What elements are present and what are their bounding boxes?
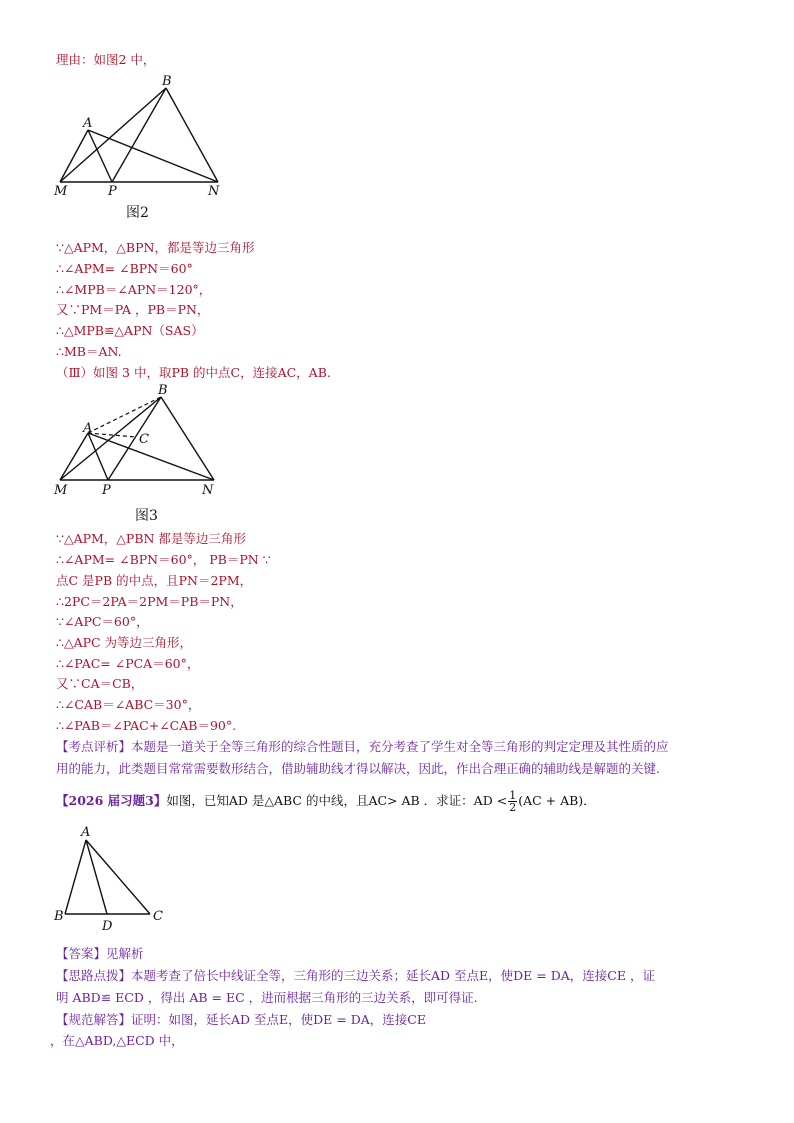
step-line: ∴∠PAC= ∠PCA＝60°， (56, 656, 200, 671)
step-line: ∴∠CAB＝∠ABC＝30°， (56, 697, 201, 712)
fig3-label-n: N (202, 483, 214, 498)
answer-text: 见解析 (106, 946, 144, 961)
step-line: ∴∠APM= ∠BPN＝60° (56, 261, 193, 276)
fig2-label-p: P (108, 184, 117, 199)
fig3-label-b: B (158, 383, 168, 398)
analysis-line-1 (56, 739, 669, 755)
solution-tag: 【规范解答】 (56, 1012, 132, 1027)
fig4-label-a: A (81, 825, 91, 840)
analysis-line-2: 用的能力，此类题目常常需要数形结合，借助辅助线才得以解决，因此，作出合理正确的辅助线是解题的关键. (56, 761, 660, 776)
problem-tag: 【2026 届习题3】 (56, 793, 167, 808)
fig3-caption: 图3 (135, 508, 158, 524)
step-line: ∵∠APC＝60°， (56, 614, 149, 629)
step-line: ∴∠APM= ∠BPN＝60°， PB＝PN ∵ (56, 552, 271, 567)
solution-text: 证明：如图，延长AD 至点E，使DE = DA，连接CE (131, 1012, 426, 1027)
figure-4 (50, 822, 180, 932)
answer-tag: 【答案】 (56, 946, 107, 961)
step-line: ∴MB＝AN. (56, 344, 122, 359)
solution-line-2: ，在△ABD,△ECD 中， (50, 1033, 184, 1048)
figure-2 (50, 74, 230, 224)
hint-line-1 (56, 968, 655, 984)
problem-statement (56, 790, 596, 813)
step-line: ∵△APM，△BPN，都是等边三角形 (56, 240, 255, 255)
fig4-label-c: C (153, 909, 163, 924)
fig3-label-c: C (139, 432, 149, 447)
step-line: ∵△APM，△PBN 都是等边三角形 (56, 531, 246, 546)
step-line: ∴∠PAB＝∠PAC+∠CAB＝90°. (56, 718, 237, 733)
hint-tag: 【思路点拨】 (56, 968, 132, 983)
fig3-label-m: M (54, 483, 68, 498)
fig3-label-p: P (102, 483, 111, 498)
step-line: 又∵PM＝PA ，PB＝PN， (56, 302, 210, 317)
fraction-half: $\frac{1}{2}$ (509, 789, 517, 814)
step-line: ∴△MPB≌△APN（SAS） (56, 323, 204, 338)
fig2-label-a: A (83, 116, 93, 131)
problem-tail: (AC + AB)． (518, 793, 596, 808)
step-line: 又∵CA＝CB， (56, 676, 144, 691)
fig4-label-b: B (54, 909, 64, 924)
step-line: ∴2PC＝2PA＝2PM＝PB＝PN， (56, 594, 243, 609)
solution-line-1 (56, 1012, 426, 1028)
fig4-label-d: D (102, 919, 113, 932)
part-3-heading: （Ⅲ）如图 3 中，取PB 的中点C，连接AC，AB. (56, 365, 331, 380)
fig3-label-a: A (83, 421, 93, 436)
step-line: ∴∠MPB＝∠APN＝120°， (56, 282, 212, 297)
step-line: 点C 是PB 的中点，且PN＝2PM， (56, 573, 253, 588)
fig2-caption: 图2 (126, 205, 149, 221)
analysis-text: 本题是一道关于全等三角形的综合性题目，充分考查了学生对全等三角形的判定定理及其性质的应 (131, 739, 669, 754)
step-line: ∴△APC 为等边三角形， (56, 635, 193, 650)
problem-text: 如图，已知AD 是△ABC 的中线，且AC> AB ．求证：AD < (166, 793, 508, 808)
reason-line: 理由：如图2 中， (56, 52, 156, 67)
analysis-tag: 【考点评析】 (56, 739, 132, 754)
fig2-label-b: B (162, 74, 172, 89)
figure-3 (50, 380, 230, 525)
hint-line-2: 明 ABD≌ ECD ，得出 AB = EC ，进而根据三角形的三边关系，即可得证. (56, 990, 478, 1005)
answer-line (56, 946, 144, 962)
fig2-label-n: N (208, 184, 220, 199)
hint-text: 本题考查了倍长中线证全等，三角形的三边关系；延长AD 至点E，使DE = DA，连接CE ，证 (131, 968, 655, 983)
fig2-label-m: M (54, 184, 68, 199)
